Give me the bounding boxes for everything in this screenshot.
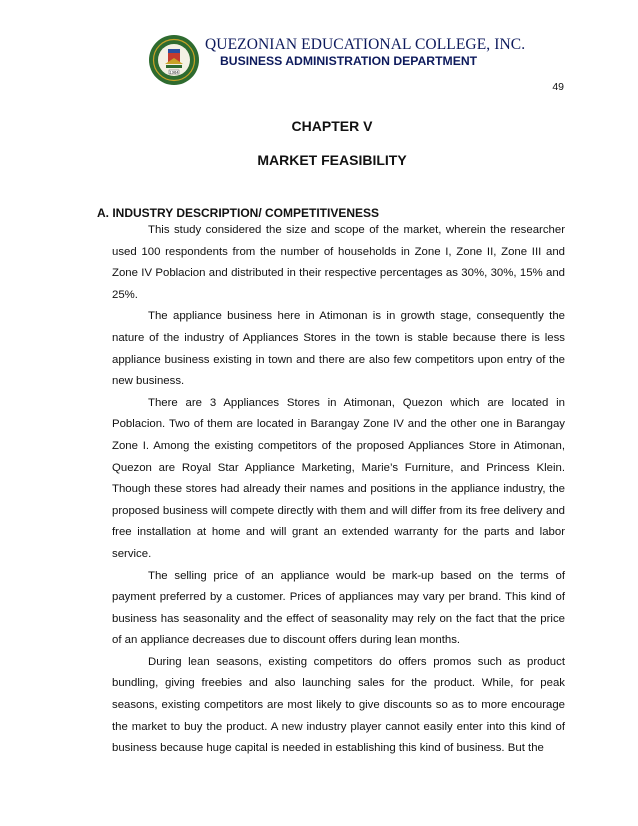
college-name: QUEZONIAN EDUCATIONAL COLLEGE, INC.	[205, 36, 526, 53]
chapter-title: MARKET FEASIBILITY	[257, 152, 407, 168]
section-heading: A. INDUSTRY DESCRIPTION/ COMPETITIVENESS	[97, 206, 380, 220]
paragraph: During lean seasons, existing competitors do offers promos such as product bundling, giving freebies and also launching sales for the product. While, for peak seasons, existing competitors are most likely to give discounts so as to more encourage the market to buy the product. A new industry player cannot easily enter into this kind of business because huge capital is needed in establishing this kind of business. But the	[112, 655, 565, 755]
paragraph: The selling price of an appliance would be mark-up based on the terms of payment preferred by a customer. Prices of appliances may vary per brand. This kind of business has seasonality and the effect of seasonality may rely on the fact that the price of an appliance decreases due to discount offers during lean months.	[112, 569, 565, 647]
letterhead	[0, 26, 638, 86]
chapter-heading: CHAPTER V	[291, 118, 373, 134]
college-seal-icon	[148, 34, 200, 86]
body-text	[112, 220, 565, 760]
paragraph: The appliance business here in Atimonan is in growth stage, consequently the nature of the industry of Appliances Stores in the town is stable because there is less appliance business existing in town and there are also few competitors upon entry of the new business.	[112, 310, 565, 388]
department-name: BUSINESS ADMINISTRATION DEPARTMENT	[220, 54, 478, 68]
page-number: 49	[552, 81, 564, 93]
paragraph: There are 3 Appliances Stores in Atimonan, Quezon which are located in Poblacion. Two of them are located in Barangay Zone IV and the other one in Barangay Zone I. Among the existing competitors of the proposed Appliances Store in Atimonan, Quezon are Royal Star Appliance Marketing, Marie’s Furniture, and Princess Klein. Though these stores had already their names and positions in the appliance industry, the proposed business will compete directly with them and will differ from its free delivery and free installation at home and will grant an extended warranty for the parts and labor service.	[112, 396, 565, 560]
seal-year: 1964	[169, 70, 179, 75]
paragraph: This study considered the size and scope of the market, wherein the researcher used 100 respondents from the number of households in Zone I, Zone II, Zone III and Zone IV Poblacion and distributed in their respective percentages as 30%, 30%, 15% and 25%.	[112, 224, 565, 301]
